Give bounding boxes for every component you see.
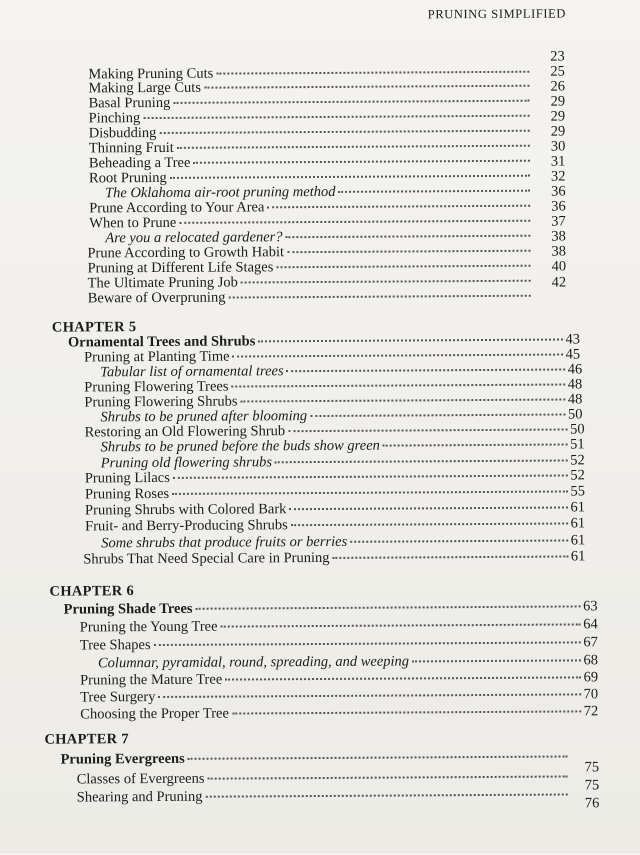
toc-entry-title: Restoring an Old Flowering Shrub bbox=[84, 423, 286, 441]
dot-leader bbox=[216, 71, 529, 75]
page-number: 70 bbox=[583, 686, 599, 703]
toc-entry bbox=[61, 748, 571, 767]
toc-entry-title: Prune According to Your Area bbox=[89, 199, 265, 217]
toc-entry-title: Pruning the Mature Tree bbox=[80, 671, 223, 689]
page-number: 38 bbox=[551, 228, 566, 245]
toc-entry bbox=[85, 515, 585, 534]
page-number: 76 bbox=[584, 795, 600, 812]
dot-leader bbox=[158, 693, 580, 698]
page-number: 50 bbox=[567, 406, 583, 423]
dot-leader bbox=[288, 428, 567, 432]
dot-leader bbox=[173, 100, 529, 104]
toc-entry-title: Fruit- and Berry-Producing Shrubs bbox=[85, 517, 288, 535]
page-number: 52 bbox=[570, 452, 585, 469]
dot-leader bbox=[225, 676, 580, 680]
page-number: 30 bbox=[550, 138, 566, 155]
toc-entry-title: Pruning Roses bbox=[84, 485, 170, 503]
toc-entry-title: Disbudding bbox=[88, 124, 157, 142]
page-number: 75 bbox=[584, 777, 600, 794]
page-number: 45 bbox=[565, 346, 581, 363]
toc-entry-title: Shrubs to be pruned before the buds show green bbox=[100, 437, 380, 456]
page-number: 25 bbox=[550, 63, 565, 80]
toc-entry-title: The Oklahoma air-root pruning method bbox=[105, 183, 336, 202]
toc-entry bbox=[77, 768, 571, 787]
dot-leader bbox=[310, 414, 565, 418]
dot-leader bbox=[159, 130, 529, 134]
page-number: 40 bbox=[551, 258, 567, 275]
dot-leader bbox=[240, 399, 564, 403]
toc-entry-title: Pruning Flowering Trees bbox=[84, 378, 229, 396]
dot-leader bbox=[173, 474, 568, 478]
toc-entry-title: Basal Pruning bbox=[88, 94, 171, 112]
page-number: 64 bbox=[583, 616, 598, 633]
toc-entry-title: When to Prune bbox=[89, 214, 177, 232]
toc-entry-title: Making Pruning Cuts bbox=[88, 65, 214, 83]
dot-leader bbox=[275, 459, 567, 463]
page-number: 61 bbox=[570, 499, 586, 516]
toc-entry-title: Pruning Lilacs bbox=[84, 469, 170, 487]
toc-entry-title: Tree Shapes bbox=[79, 637, 151, 654]
page-number: 29 bbox=[550, 123, 566, 140]
dot-leader bbox=[289, 506, 567, 510]
toc-entry-title: Pruning the Young Tree bbox=[79, 618, 218, 636]
dot-leader bbox=[228, 295, 530, 299]
toc-entry-title: Shrubs to be pruned after blooming bbox=[100, 408, 308, 426]
toc-entry-title: The Ultimate Pruning Job bbox=[87, 274, 238, 292]
toc-entry bbox=[83, 548, 585, 567]
toc-entry bbox=[80, 669, 598, 688]
page-number: 72 bbox=[583, 703, 599, 720]
dot-leader bbox=[196, 605, 581, 609]
toc-entry-title: Beheading a Tree bbox=[88, 154, 191, 172]
page-number: 36 bbox=[551, 183, 566, 200]
toc-entry-title: Pruning Shrubs with Colored Bark bbox=[84, 501, 287, 519]
toc-entry-title: Pruning Evergreens bbox=[60, 750, 185, 768]
toc-entry bbox=[80, 634, 598, 653]
toc-entry-title: Pinching bbox=[88, 110, 141, 127]
dot-leader bbox=[204, 85, 530, 89]
dot-leader bbox=[205, 793, 567, 797]
dot-leader bbox=[286, 235, 531, 238]
dot-leader bbox=[412, 659, 580, 662]
page-number: 75 bbox=[584, 759, 600, 776]
dot-leader bbox=[287, 369, 565, 373]
toc-entry-title: Pruning Flowering Shrubs bbox=[84, 393, 238, 411]
toc-entry-title: Some shrubs that produce fruits or berries bbox=[101, 533, 348, 552]
chapter-heading: CHAPTER 5 bbox=[51, 319, 137, 336]
toc-entry-title: Prune According to Growth Habit bbox=[87, 244, 285, 262]
page-number: 48 bbox=[567, 376, 583, 393]
page-number: 63 bbox=[583, 598, 598, 615]
dot-leader bbox=[154, 641, 581, 646]
toc-entry-title: Pruning at Planting Time bbox=[84, 348, 230, 366]
dot-leader bbox=[232, 710, 581, 714]
dot-leader bbox=[333, 555, 568, 558]
page-number: 29 bbox=[550, 108, 566, 125]
toc-entry-title: Pruning Shade Trees bbox=[63, 600, 193, 618]
toc-entry-title: Making Large Cuts bbox=[88, 79, 201, 97]
page-number: 37 bbox=[551, 213, 566, 230]
toc-entry-title: Classes of Evergreens bbox=[76, 770, 205, 788]
dot-leader bbox=[221, 623, 581, 627]
dot-leader bbox=[233, 354, 563, 358]
page-number: 69 bbox=[583, 669, 599, 686]
page-number: 26 bbox=[550, 78, 565, 95]
page-number: 36 bbox=[551, 198, 566, 215]
dot-leader bbox=[338, 190, 530, 193]
toc-entry bbox=[77, 786, 571, 805]
page-number: 29 bbox=[550, 93, 566, 110]
page-number: 23 bbox=[550, 48, 565, 65]
running-head: PRUNING SIMPLIFIED bbox=[427, 6, 567, 22]
page-number: 32 bbox=[550, 168, 566, 185]
dot-leader bbox=[258, 339, 562, 343]
toc-entry bbox=[80, 703, 598, 722]
dot-leader bbox=[383, 443, 567, 446]
dot-leader bbox=[170, 175, 530, 179]
dot-leader bbox=[179, 220, 530, 224]
dot-leader bbox=[291, 522, 568, 526]
dot-leader bbox=[350, 539, 568, 542]
toc-entry-title: Pruning at Different Life Stages bbox=[87, 259, 274, 277]
dot-leader bbox=[267, 205, 530, 209]
page-number: 50 bbox=[569, 421, 585, 438]
toc-entry-title: Thinning Fruit bbox=[88, 139, 174, 157]
toc-entry-title: Shearing and Pruning bbox=[76, 788, 203, 806]
dot-leader bbox=[207, 775, 567, 779]
toc-entry bbox=[80, 616, 598, 635]
toc-entry-title: Ornamental Trees and Shrubs bbox=[67, 333, 256, 351]
page-number: 55 bbox=[570, 483, 585, 500]
toc-entry bbox=[64, 598, 598, 617]
page-number: 43 bbox=[565, 331, 581, 348]
page-number: 61 bbox=[570, 548, 586, 565]
chapter-heading: CHAPTER 7 bbox=[44, 731, 129, 748]
chapter-heading: CHAPTER 6 bbox=[49, 583, 135, 600]
dot-leader bbox=[287, 250, 530, 253]
page-number: 31 bbox=[550, 153, 566, 170]
toc-entry-title: Shrubs That Need Special Care in Pruning bbox=[83, 549, 330, 568]
page-number: 46 bbox=[567, 361, 583, 378]
toc-entry-title: Columnar, pyramidal, round, spreading, and weeping bbox=[97, 653, 410, 672]
toc-entry-title: Are you a relocated gardener? bbox=[105, 229, 283, 247]
page-number: 38 bbox=[551, 243, 567, 260]
toc-entry-title: Beware of Overpruning bbox=[87, 289, 226, 307]
toc-entry-title: Tabular list of ornamental trees bbox=[100, 363, 284, 381]
dot-leader bbox=[143, 115, 529, 119]
page-number: 42 bbox=[551, 274, 567, 291]
page-number: 67 bbox=[583, 634, 598, 651]
dot-leader bbox=[188, 755, 568, 759]
toc-entry bbox=[80, 686, 598, 705]
toc-entry-title: Root Pruning bbox=[88, 169, 167, 187]
page-number: 48 bbox=[567, 391, 583, 408]
toc-entry bbox=[98, 652, 598, 671]
dot-leader bbox=[241, 280, 531, 284]
page-number: 61 bbox=[570, 532, 586, 549]
toc-entry bbox=[88, 288, 534, 307]
page-number: 51 bbox=[570, 436, 585, 453]
toc-entry-title: Pruning old flowering shrubs bbox=[100, 454, 272, 472]
dot-leader bbox=[172, 490, 567, 494]
dot-leader bbox=[177, 145, 530, 149]
page-number: 61 bbox=[570, 515, 586, 532]
dot-leader bbox=[276, 265, 530, 269]
dot-leader bbox=[231, 384, 564, 388]
toc-entry-title: Choosing the Proper Tree bbox=[80, 705, 229, 723]
toc-entry-title: Tree Surgery bbox=[80, 689, 156, 706]
page-number: 52 bbox=[570, 467, 585, 484]
page-number: 68 bbox=[583, 652, 599, 669]
dot-leader bbox=[193, 160, 530, 164]
